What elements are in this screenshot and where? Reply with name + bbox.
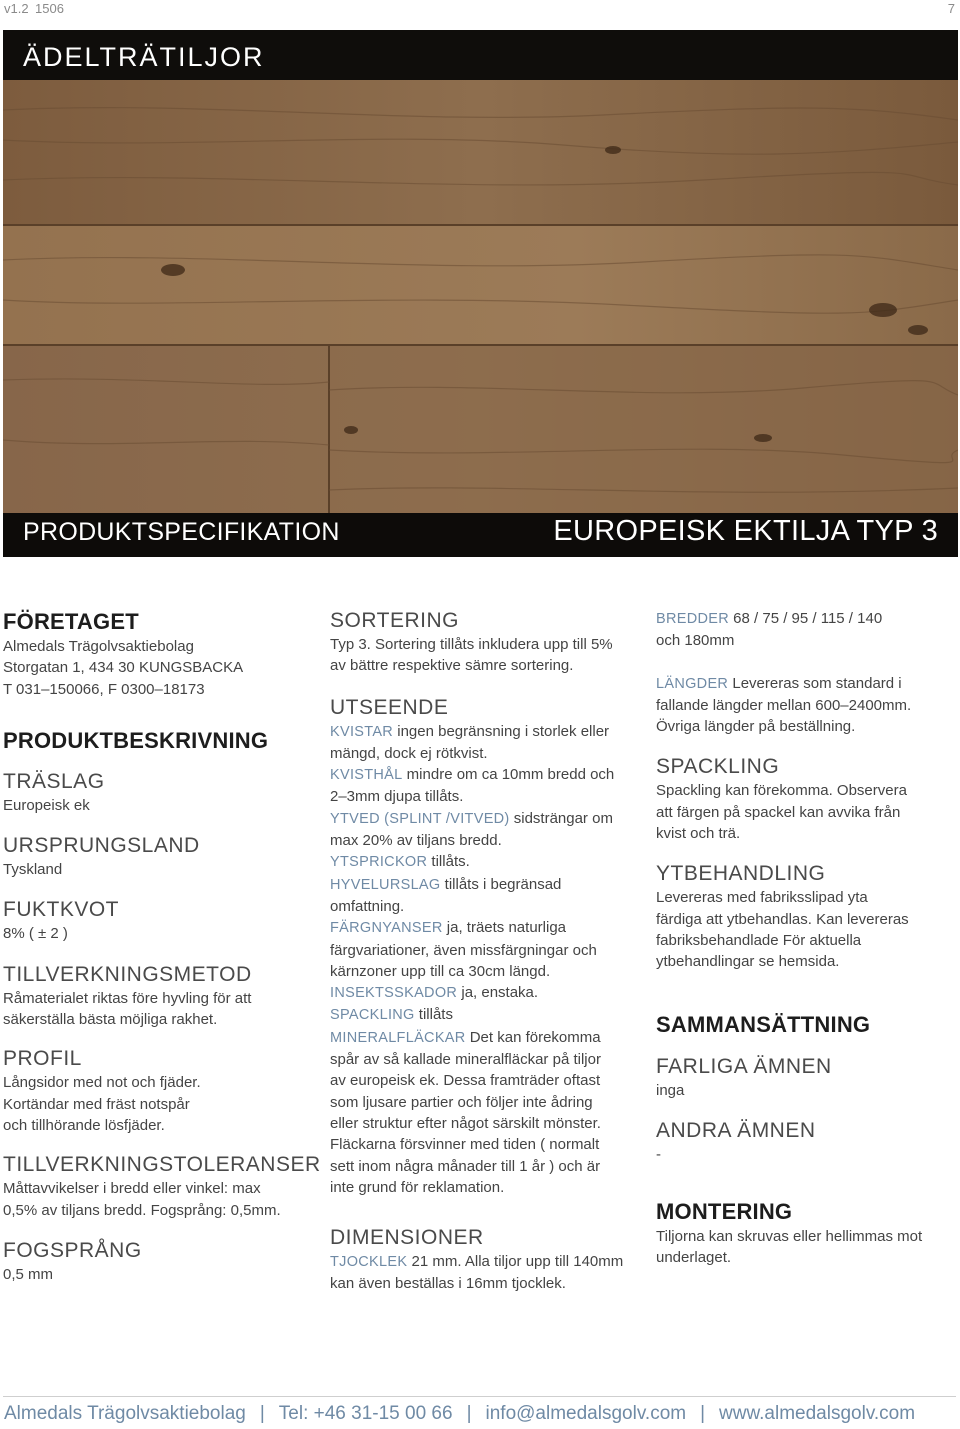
mineral-stains-desc: av europeisk ek. Dessa framträder oftast [330,1072,601,1090]
thickness-text: 21 mm. Alla tiljor upp till 140mm [407,1253,624,1271]
document-code: 1506 [35,1,64,16]
knots-line [330,721,640,743]
surface-treatment-desc: ytbehandlingar se hemsida. [656,953,840,971]
footer-contact [4,1403,960,1429]
color-shades-keyword: FÄRGNYANSER [330,920,443,937]
product-spec-label: PRODUKTSPECIFIKATION [23,518,340,546]
company-name: Almedals Trägolvsaktiebolag [3,638,194,655]
hazardous-substances-value: inga [656,1081,685,1099]
column-company-product [3,608,321,1285]
color-shades-text: ja, träets naturliga [442,919,567,937]
installation-heading: MONTERING [656,1199,793,1225]
knots-text: ingen begränsning i storlek eller [393,722,610,740]
composition-heading: SAMMANSÄTTNING [656,1011,871,1037]
mineral-stains-desc: sett inom några månader till 1 år ) och är [330,1157,601,1175]
manufacturing-method-line: säkerställa bästa möjliga rakhet. [3,1011,218,1029]
other-substances-heading: ANDRA ÄMNEN [656,1118,816,1142]
company-phone: T 031–150066, F 0300–18173 [3,680,205,698]
surface-cracks-line [330,851,640,873]
company-address: Storgatan 1, 434 30 KUNGSBACKA [3,659,244,677]
column-dimensions-composition [656,608,956,1269]
sapwood-line [330,808,640,830]
surface-treatment-heading: YTBEHANDLING [656,862,826,886]
footer-separator: | [466,1403,472,1424]
lengths-text: Levereras som standard i [728,674,902,692]
widths-line-2: och 180mm [656,632,735,650]
tolerances-heading: TILLVERKNINGSTOLERANSER [3,1153,321,1177]
origin-country-heading: URSPRUNGSLAND [3,834,200,858]
insect-damage-text: ja, enstaka. [457,984,539,1002]
profile-heading: PROFIL [3,1047,82,1071]
page-number: 7 [947,1,955,16]
footer-separator: | [259,1403,265,1424]
moisture-heading: FUKTKVOT [3,898,120,922]
wood-floor-photo [3,30,958,557]
profile-line: och tillhörande lösfjäder. [3,1116,165,1134]
filler-desc: Spackling kan förekomma. Observera [656,782,907,800]
widths-keyword: BREDDER [656,611,729,627]
moisture-value: 8% ( ± 2 ) [3,925,68,943]
other-substances-value: - [656,1145,661,1163]
surface-cracks-text: tillåts. [427,853,470,871]
version-label: v1.2 [4,1,29,16]
thickness-keyword: TJOCKLEK [330,1254,408,1271]
surface-treatment-desc: färdiga att ytbehandlas. Kan levereras [656,910,909,928]
company-heading: FÖRETAGET [3,609,139,634]
knot-holes-text: mindre om ca 10mm bredd och [402,766,615,784]
profile-line: Långsidor med not och fjäder. [3,1074,201,1092]
surface-cracks-keyword: YTSPRICKOR [330,854,428,871]
lengths-line-2: fallande längder mellan 600–2400mm. [656,696,912,714]
filler-text: tillåts [414,1006,453,1024]
hero-wood-image [3,30,958,557]
filler-desc: att färgen på spackel kan avvika från [656,803,901,821]
profile-line: Kortändar med fräst notspår [3,1095,190,1113]
manufacturing-method-heading: TILLVERKNINGSMETOD [3,962,252,986]
surface-treatment-desc: fabriksbehandlade För aktuella [656,931,862,949]
grading-line: av bättre respektive sämre sortering. [330,657,574,675]
knots-line-2: mängd, dock ej rötkvist. [330,744,488,762]
installation-desc: Tiljorna kan skruvas eller hellimmas mot [656,1228,923,1246]
wood-type-value: Europeisk ek [3,796,90,814]
knot-holes-line [330,764,640,786]
sapwood-text: sidsträngar om [509,809,613,827]
mineral-stains-keyword: MINERALFLÄCKAR [330,1029,466,1046]
surface-treatment-desc: Levereras med fabriksslipad yta [656,889,868,907]
lengths-line-3: Övriga längder på beställning. [656,718,856,736]
manufacturing-method-line: Råmaterialet riktas före hyvling för att [3,989,252,1007]
mineral-stains-desc: spår av så kallade mineralfläckar på tiljor [330,1051,601,1069]
footer-phone[interactable]: Tel: +46 31-15 00 66 [278,1403,453,1424]
mineral-stains-line [330,1027,640,1049]
hero-title: ÄDELTRÄTILJOR [23,42,265,72]
tolerances-line: Måttavvikelser i bredd eller vinkel: max [3,1180,261,1198]
grading-heading: SORTERING [330,609,459,632]
planer-marks-line [330,874,640,896]
planer-marks-keyword: HYVELURSLAG [330,876,441,893]
insect-damage-line [330,982,640,1004]
mineral-stains-desc: som ljusare partier och följer inte ådring [330,1093,593,1111]
sapwood-keyword: YTVED (SPLINT /VITVED) [330,810,510,827]
tolerances-line: 0,5% av tiljans bredd. Fogsprång: 0,5mm. [3,1201,281,1219]
column-grading-appearance [330,608,640,1295]
installation-desc: underlaget. [656,1249,732,1267]
mineral-stains-text: Det kan förekomma [465,1028,601,1046]
thickness-line [330,1251,640,1273]
insect-damage-keyword: INSEKTSSKADOR [330,985,458,1002]
filler-desc: kvist och trä. [656,825,741,843]
knot-holes-keyword: KVISTHÅL [330,767,403,784]
knot-holes-line-2: 2–3mm djupa tillåts. [330,788,464,806]
planer-marks-line-2: omfattning. [330,897,405,915]
hazardous-substances-heading: FARLIGA ÄMNEN [656,1054,832,1078]
mineral-stains-desc: eller struktur efter något särskilt mönster. [330,1114,601,1132]
appearance-heading: UTSEENDE [330,695,449,719]
knots-keyword: KVISTAR [330,723,394,740]
filler-heading: SPACKLING [656,755,780,779]
color-shades-line [330,917,640,939]
joint-offset-heading: FOGSPRÅNG [3,1238,142,1262]
footer-email-link[interactable]: info@almedalsgolv.com [485,1403,687,1424]
wood-type-heading: TRÄSLAG [3,769,105,793]
sapwood-line-2: max 20% av tiljans bredd. [330,832,502,850]
page-header-meta [0,1,960,17]
widths-line [656,608,956,630]
footer-separator: | [700,1403,706,1424]
product-name: EUROPEISK EKTILJA TYP 3 [553,515,938,547]
footer-company: Almedals Trägolvsaktiebolag [4,1403,246,1424]
footer-divider [3,1396,956,1397]
mineral-stains-desc: inte grund för reklamation. [330,1178,505,1196]
color-shades-line-2: färgvariationer, även missfärgningar och [330,941,597,959]
filler-line [330,1004,640,1026]
grading-line: Typ 3. Sortering tillåts inkludera upp till 5% [330,636,613,653]
widths-text: 68 / 75 / 95 / 115 / 140 [729,610,883,627]
lengths-keyword: LÄNGDER [656,675,729,692]
filler-keyword: SPACKLING [330,1007,415,1024]
origin-country-value: Tyskland [3,861,63,879]
lengths-line [656,673,956,695]
product-description-heading: PRODUKTBESKRIVNING [3,727,269,753]
planer-marks-text: tillåts i begränsad [440,875,562,893]
thickness-line-2: kan även beställas i 16mm tjocklek. [330,1275,566,1293]
footer-website-link[interactable]: www.almedalsgolv.com [719,1403,916,1424]
dimensions-heading: DIMENSIONER [330,1226,484,1250]
joint-offset-value: 0,5 mm [3,1265,54,1283]
mineral-stains-desc: Fläckarna försvinner med tiden ( normalt [330,1136,600,1154]
color-shades-line-3: kärnzoner upp till ca 30cm längd. [330,962,551,980]
